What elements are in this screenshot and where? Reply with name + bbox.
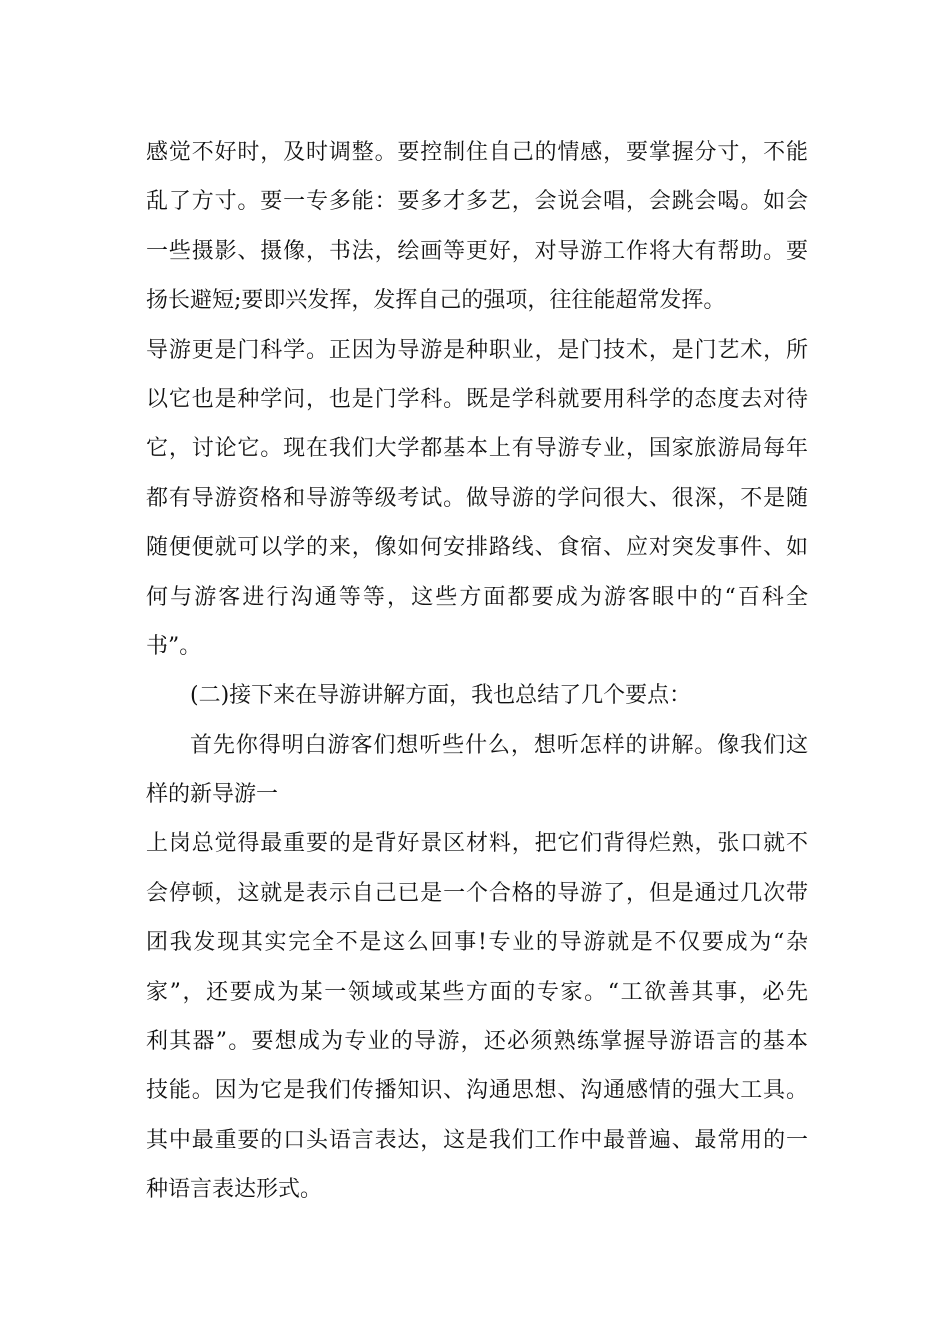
text-line: 导游更是门科学。正因为导游是种职业，是门技术，是门艺术，所	[146, 337, 808, 363]
text-line: 家”，还要成为某一领域或某些方面的专家。“工欲善其事，必先	[146, 979, 808, 1005]
text-line: 首先你得明白游客们想听些什么，想听怎样的讲解。像我们这	[190, 732, 808, 758]
text-line: 都有导游资格和导游等级考试。做导游的学问很大、很深，不是随	[146, 485, 808, 511]
text-line: 种语言表达形式。	[146, 1177, 323, 1203]
text-line: 技能。因为它是我们传播知识、沟通思想、沟通感情的强大工具。	[146, 1078, 808, 1104]
text-line: 会停顿，这就是表示自己已是一个合格的导游了，但是通过几次带	[146, 880, 808, 906]
text-line: (二)接下来在导游讲解方面，我也总结了几个要点：	[190, 683, 692, 709]
text-line: 利其器”。要想成为专业的导游，还必须熟练掌握导游语言的基本	[146, 1029, 808, 1055]
text-line: 感觉不好时，及时调整。要控制住自己的情感，要掌握分寸，不能	[146, 140, 808, 165]
text-line: 乱了方寸。要一专多能：要多才多艺，会说会唱，会跳会喝。如会	[146, 189, 808, 215]
text-line: 样的新导游一	[146, 782, 279, 808]
text-line: 它，讨论它。现在我们大学都基本上有导游专业，国家旅游局每年	[146, 436, 808, 462]
text-line: 一些摄影、摄像，书法，绘画等更好，对导游工作将大有帮助。要	[146, 238, 808, 264]
text-line: 扬长避短;要即兴发挥，发挥自己的强项，往往能超常发挥。	[146, 288, 726, 314]
text-line: 以它也是种学问，也是门学科。既是学科就要用科学的态度去对待	[146, 386, 808, 412]
text-line: 书”。	[146, 633, 202, 659]
text-line: 何与游客进行沟通等等，这些方面都要成为游客眼中的“百科全	[146, 584, 808, 610]
text-line: 上岗总觉得最重要的是背好景区材料，把它们背得烂熟，张口就不	[146, 831, 808, 857]
text-line: 随便便就可以学的来，像如何安排路线、食宿、应对突发事件、如	[146, 535, 808, 561]
text-line: 团我发现其实完全不是这么回事!专业的导游就是不仅要成为“杂	[146, 930, 808, 956]
document-body	[146, 128, 808, 1215]
text-line: 其中最重要的口头语言表达，这是我们工作中最普遍、最常用的一	[146, 1127, 808, 1153]
